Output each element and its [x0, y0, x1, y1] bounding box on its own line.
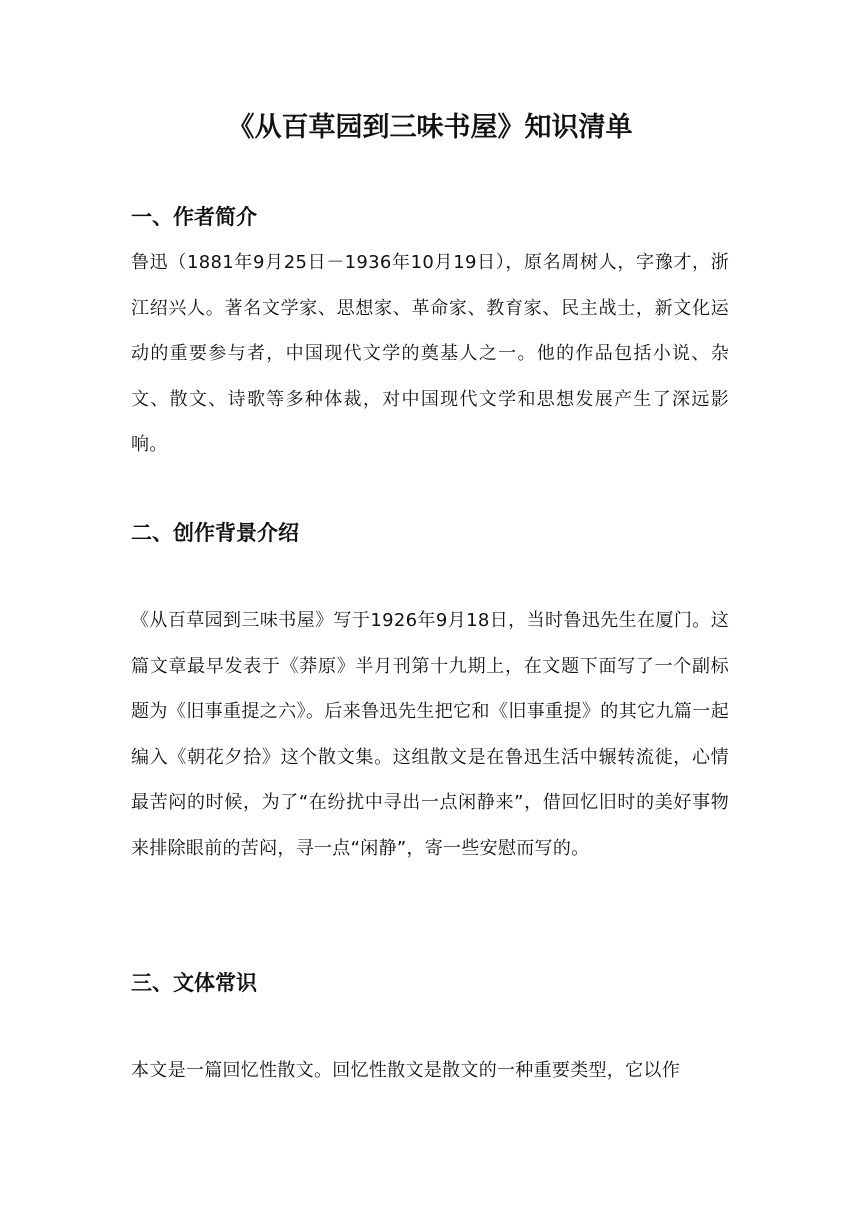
section-paragraph-genre: 本文是一篇回忆性散文。回忆性散文是散文的一种重要类型，它以作 — [131, 1060, 680, 1081]
section-paragraph-author: 鲁迅（1881年9月25日－1936年10月19日），原名周树人，字豫才，浙江绍兴人。著名文学家、思想家、革命家、教育家、民主战士，新文化运动的重要参与者，中国现代文学的奠基人之一。他的作品包括小说、杂文、散文、诗歌等多种体裁，对中国现代文学和思想发展产生了深远影响。 — [131, 252, 729, 455]
document-title: 《从百草园到三味书屋》知识清单 — [227, 112, 633, 143]
section-heading-author: 一、作者简介 — [131, 205, 257, 229]
section-heading-genre: 三、文体常识 — [131, 971, 257, 995]
section-heading-background: 二、创作背景介绍 — [131, 521, 299, 545]
section-paragraph-background: 《从百草园到三味书屋》写于1926年9月18日，当时鲁迅先生在厦门。这篇文章最早发表于《莽原》半月刊第十九期上，在文题下面写了一个副标题为《旧事重提之六》。后来鲁迅先生把它和《旧事重提》的其它九篇一起编入《朝花夕拾》这个散文集。这组散文是在鲁迅生活中辗转流徙，心情最苦闷的时候，为了“在纷扰中寻出一点闲静来”，借回忆旧时的美好事物来排除眼前的苦闷，寻一点“闲静”，寄一些安慰而写的。 — [131, 610, 729, 859]
